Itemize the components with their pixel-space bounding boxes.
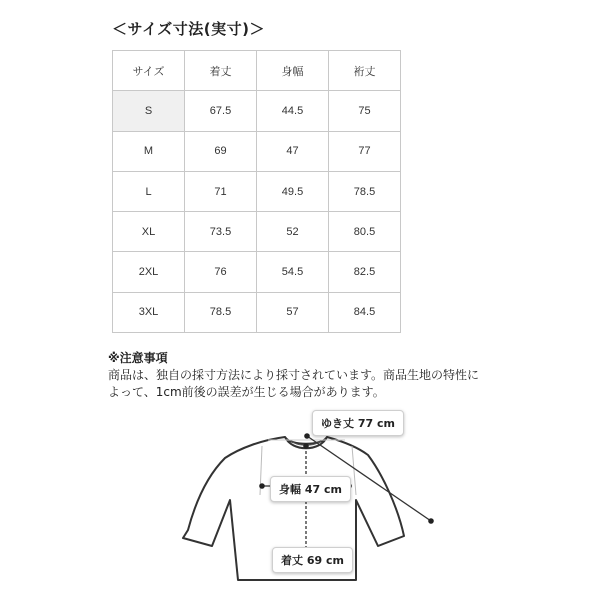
table-cell: 2XL	[113, 252, 185, 292]
table-cell: 78.5	[185, 292, 257, 332]
measure-point	[259, 483, 265, 489]
body-width-label: 身幅 47 cm	[270, 476, 351, 502]
notes-section	[108, 350, 528, 401]
table-cell: 75	[329, 91, 401, 131]
notes-title: ※注意事項	[108, 351, 168, 365]
table-cell: 77	[329, 131, 401, 171]
table-header: 裄丈	[329, 51, 401, 91]
table-cell: 54.5	[257, 252, 329, 292]
body-length-label: 着丈 69 cm	[272, 547, 353, 573]
table-cell: M	[113, 131, 185, 171]
notes-line: 商品は、独自の採寸方法により採寸されています。商品生地の特性に	[108, 368, 480, 382]
table-cell: 71	[185, 171, 257, 211]
table-header: 身幅	[257, 51, 329, 91]
table-row	[113, 171, 401, 211]
table-cell: L	[113, 171, 185, 211]
measure-point	[428, 518, 434, 524]
table-cell: 44.5	[257, 91, 329, 131]
table-row	[113, 292, 401, 332]
table-cell: 69	[185, 131, 257, 171]
table-cell: 49.5	[257, 171, 329, 211]
table-cell: XL	[113, 212, 185, 252]
table-cell: 47	[257, 131, 329, 171]
table-cell: 73.5	[185, 212, 257, 252]
garment-diagram	[0, 400, 600, 600]
table-cell: 67.5	[185, 91, 257, 131]
table-cell: 80.5	[329, 212, 401, 252]
table-cell: 84.5	[329, 292, 401, 332]
measure-point	[303, 443, 309, 449]
table-cell: 78.5	[329, 171, 401, 211]
table-row	[113, 212, 401, 252]
sleeve-length-label: ゆき丈 77 cm	[312, 410, 404, 436]
table-cell: 57	[257, 292, 329, 332]
size-heading: ＜サイズ寸法(実寸)＞	[112, 20, 266, 38]
table-cell: S	[113, 91, 185, 131]
table-cell: 76	[185, 252, 257, 292]
table-header: 着丈	[185, 51, 257, 91]
table-row	[113, 252, 401, 292]
notes-line: よって、1cm前後の誤差が生じる場合があります。	[108, 385, 385, 399]
table-cell: 3XL	[113, 292, 185, 332]
table-cell: 82.5	[329, 252, 401, 292]
table-row	[113, 131, 401, 171]
table-row	[113, 91, 401, 131]
table-header-row	[113, 51, 401, 91]
table-header: サイズ	[113, 51, 185, 91]
measure-point	[304, 433, 310, 439]
table-cell: 52	[257, 212, 329, 252]
size-table	[112, 50, 401, 333]
